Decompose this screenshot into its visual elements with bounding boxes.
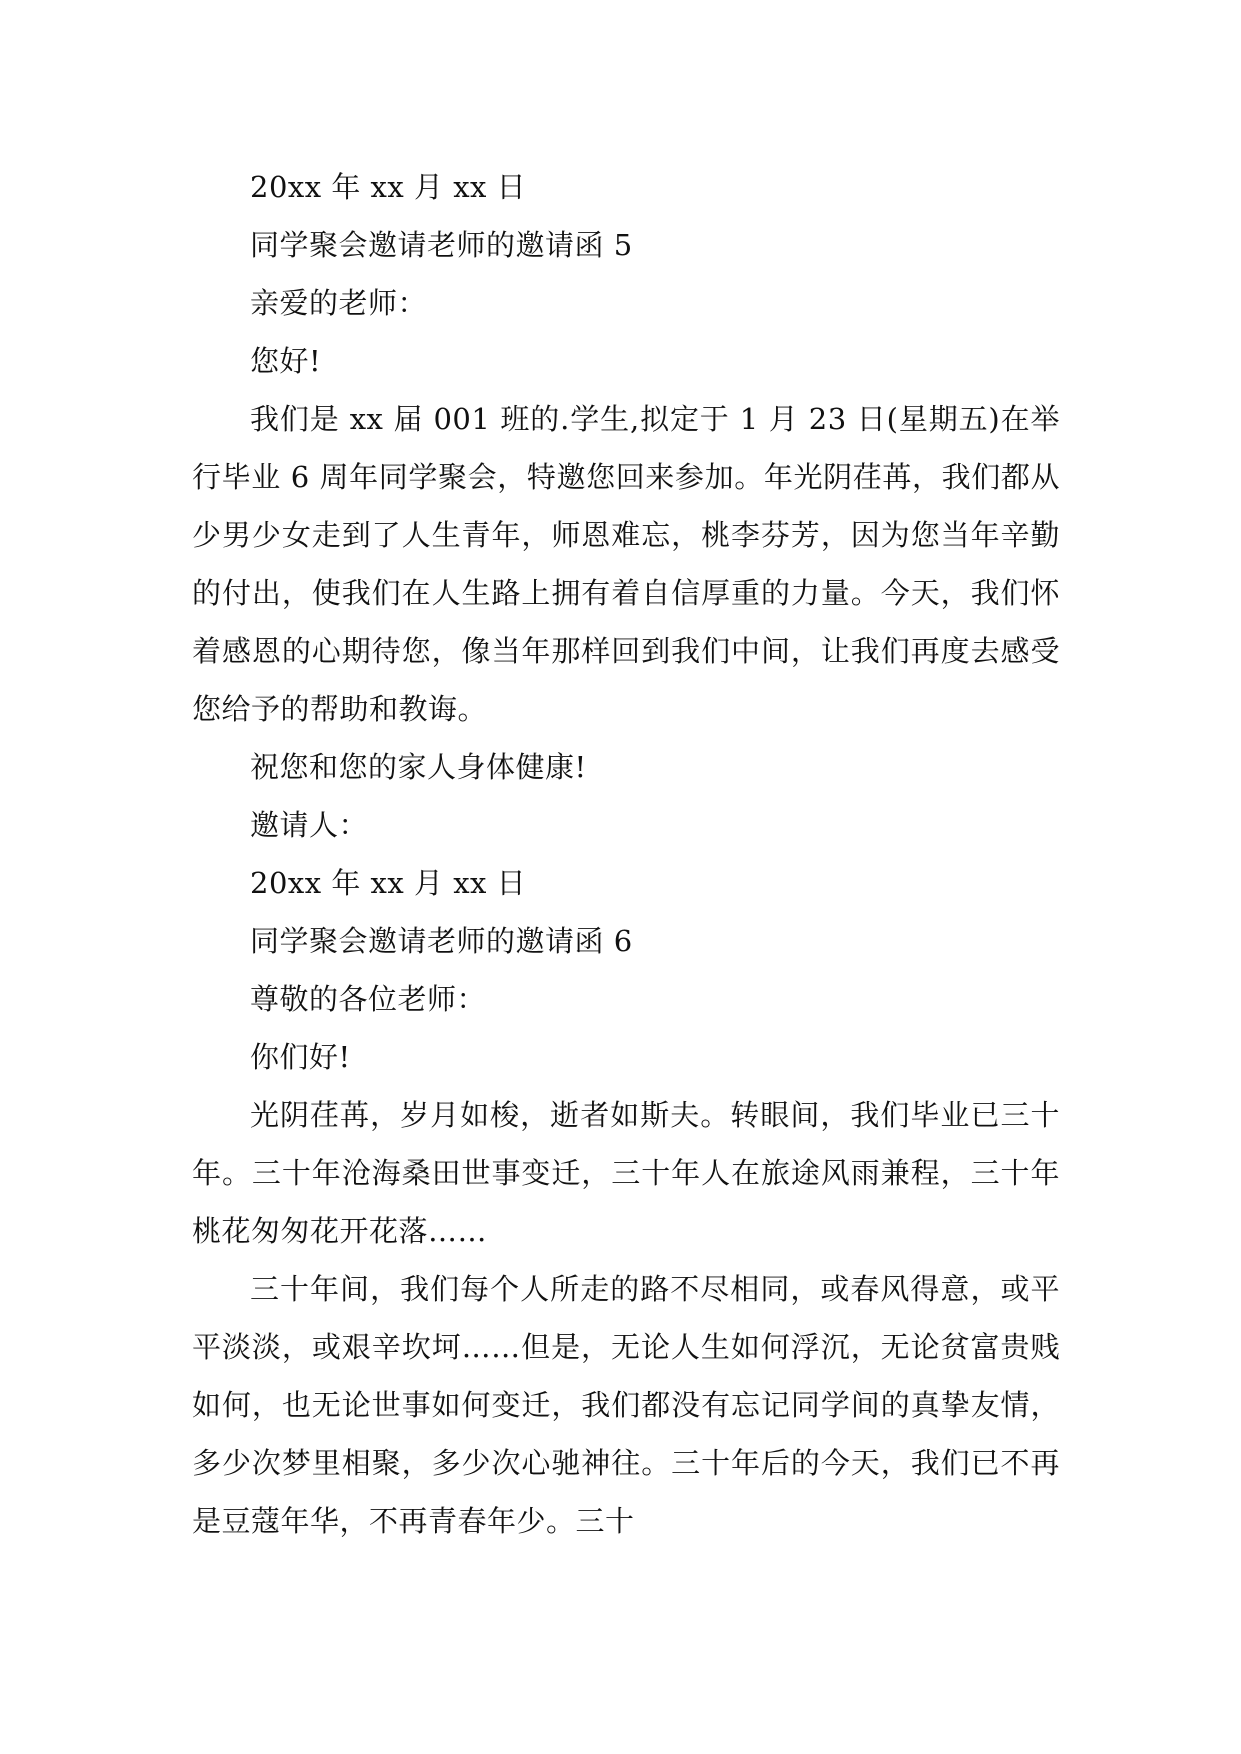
closing-wish: 祝您和您的家人身体健康! — [250, 750, 587, 784]
body-paragraph: 光阴荏苒，岁月如梭，逝者如斯夫。转眼间，我们毕业已三十年。三十年沧海桑田世事变迁，三十年人在旅途风雨兼程，三十年桃花匆匆花开花落…… — [192, 1098, 1060, 1248]
date-line: 20xx 年 xx 月 xx 日 — [250, 866, 527, 900]
body-paragraph: 我们是 xx 届 001 班的.学生,拟定于 1 月 23 日(星期五)在举行毕业 6 周年同学聚会，特邀您回来参加。年光阴荏苒，我们都从少男少女走到了人生青年，师恩难忘，桃李芬芳，因为您当年辛勤的付出，使我们在人生路上拥有着自信厚重的力量。今天，我们怀着感恩的心期待您，像当年那样回到我们中间，让我们再度去感受您给予的帮助和教诲。 — [192, 402, 1060, 726]
inviter-line: 邀请人： — [250, 808, 369, 842]
greeting: 你们好! — [250, 1040, 351, 1074]
greeting: 您好! — [250, 344, 322, 378]
section-heading: 同学聚会邀请老师的邀请函 5 — [250, 228, 633, 262]
date-line: 20xx 年 xx 月 xx 日 — [250, 170, 527, 204]
section-heading: 同学聚会邀请老师的邀请函 6 — [250, 924, 633, 958]
salutation: 尊敬的各位老师： — [250, 982, 487, 1016]
body-paragraph: 三十年间，我们每个人所走的路不尽相同，或春风得意，或平平淡淡，或艰辛坎坷……但是，无论人生如何浮沉，无论贫富贵贱如何，也无论世事如何变迁，我们都没有忘记同学间的真挚友情，多少次梦里相聚，多少次心驰神往。三十年后的今天，我们已不再是豆蔻年华，不再青春年少。三十 — [192, 1272, 1060, 1538]
document-body — [192, 158, 1060, 1550]
salutation: 亲爱的老师： — [250, 286, 428, 320]
